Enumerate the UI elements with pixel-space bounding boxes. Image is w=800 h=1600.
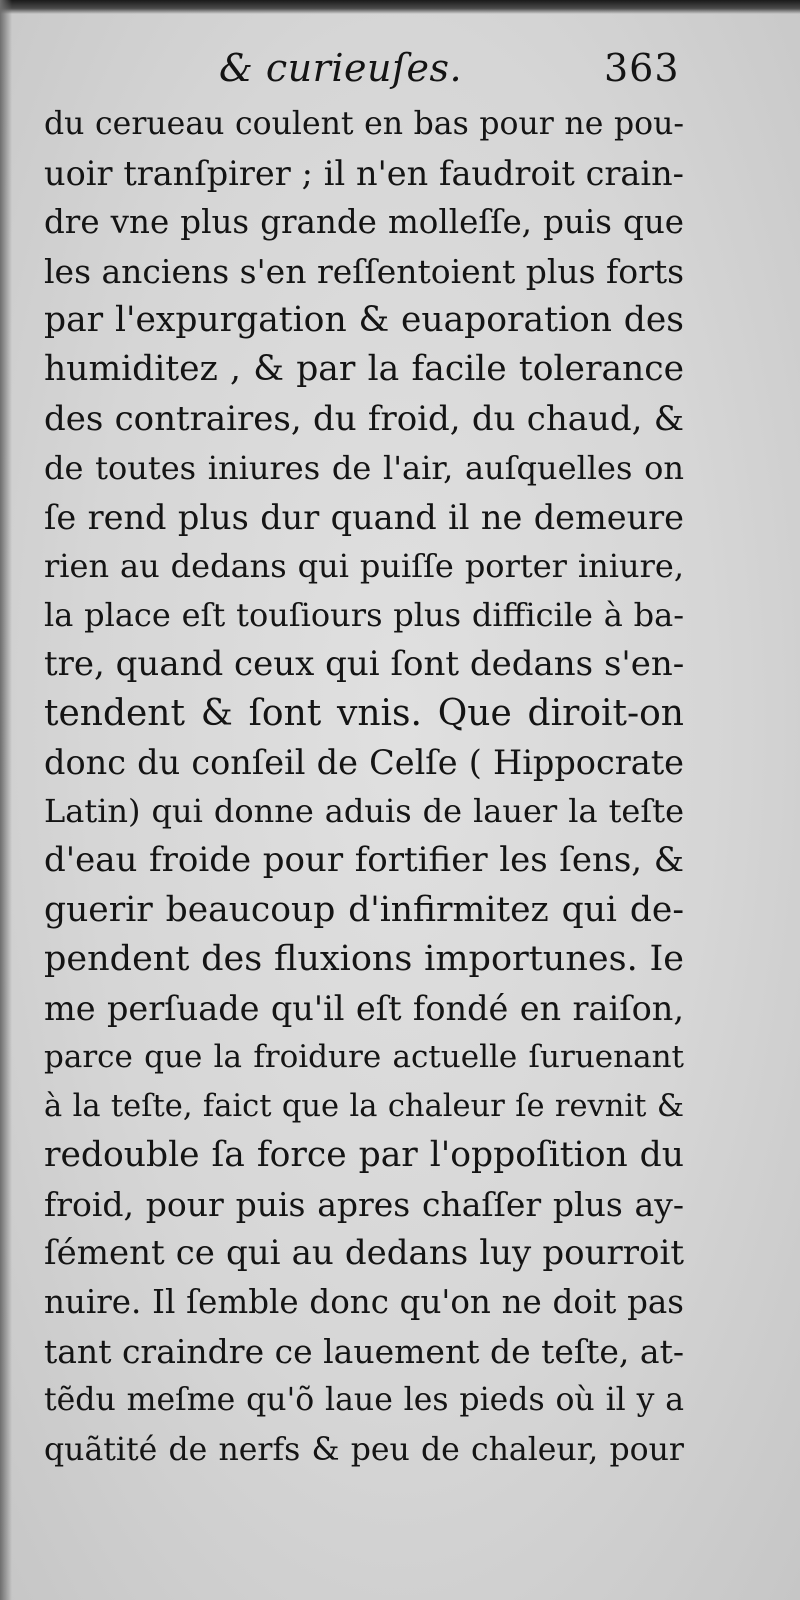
text-line: rien au dedans qui puiſſe porter iniure, <box>44 546 684 585</box>
text-line: Latin) qui donne aduis de lauer la teſte <box>44 792 684 831</box>
text-line: humiditez , & par la facile tolerance <box>44 349 684 390</box>
page-number: 363 <box>604 46 680 90</box>
text-line: uoir tranſpirer ; il n'en faudroit crain- <box>44 154 684 194</box>
text-line: froid, pour puis apres chaſſer plus ay- <box>44 1185 684 1225</box>
page-top-shadow <box>0 0 800 14</box>
text-line: quãtité de nerfs & peu de chaleur, pour <box>44 1431 684 1468</box>
text-line: nuire. Il ſemble donc qu'on ne doit pas <box>44 1283 684 1322</box>
page-gutter-shadow <box>0 0 12 1600</box>
text-line: du cerueau coulent en bas pour ne pou- <box>44 106 684 142</box>
text-line: dre vne plus grande molleſſe, puis que <box>44 203 684 242</box>
text-line: ſe rend plus dur quand il ne demeure <box>44 497 684 537</box>
running-head: & curieuſes. <box>219 46 463 90</box>
text-line: parce que la froidure actuelle ſuruenant <box>44 1038 684 1075</box>
text-line: d'eau froide pour fortifier les ſens, & <box>44 840 684 881</box>
text-line: tant craindre ce lauement de teſte, at- <box>44 1332 684 1372</box>
text-line: me perſuade qu'il eſt fondé en raiſon, <box>44 988 684 1028</box>
text-line: des contraires, du froid, du chaud, & <box>44 398 684 439</box>
text-line: tre, quand ceux qui ſont dedans s'en- <box>44 644 684 685</box>
text-line: à la teſte, faict que la chaleur ſe revnit & <box>44 1088 684 1124</box>
text-line: par l'expurgation & euaporation des <box>44 300 684 341</box>
text-line: redouble ſa force par l'oppoſition du <box>44 1134 684 1175</box>
text-line: pendent des fluxions importunes. Ie <box>44 938 684 979</box>
text-line: tẽdu meſme qu'õ laue les pieds où il y a <box>44 1382 684 1419</box>
body-text <box>44 100 684 1475</box>
page-header <box>44 38 684 108</box>
text-line: ſément ce qui au dedans luy pourroit <box>44 1233 684 1274</box>
text-line: de toutes iniures de l'air, auſquelles on <box>44 448 684 487</box>
text-line: donc du conſeil de Celſe ( Hippocrate <box>44 743 684 783</box>
text-line: guerir beaucoup d'infirmitez qui de- <box>44 889 684 930</box>
text-line: les anciens s'en reſſentoient plus forts <box>44 252 684 292</box>
text-line: la place eſt touſiours plus difficile à ba- <box>44 595 684 634</box>
text-line: tendent & ſont vnis. Que diroit-on <box>44 693 684 735</box>
